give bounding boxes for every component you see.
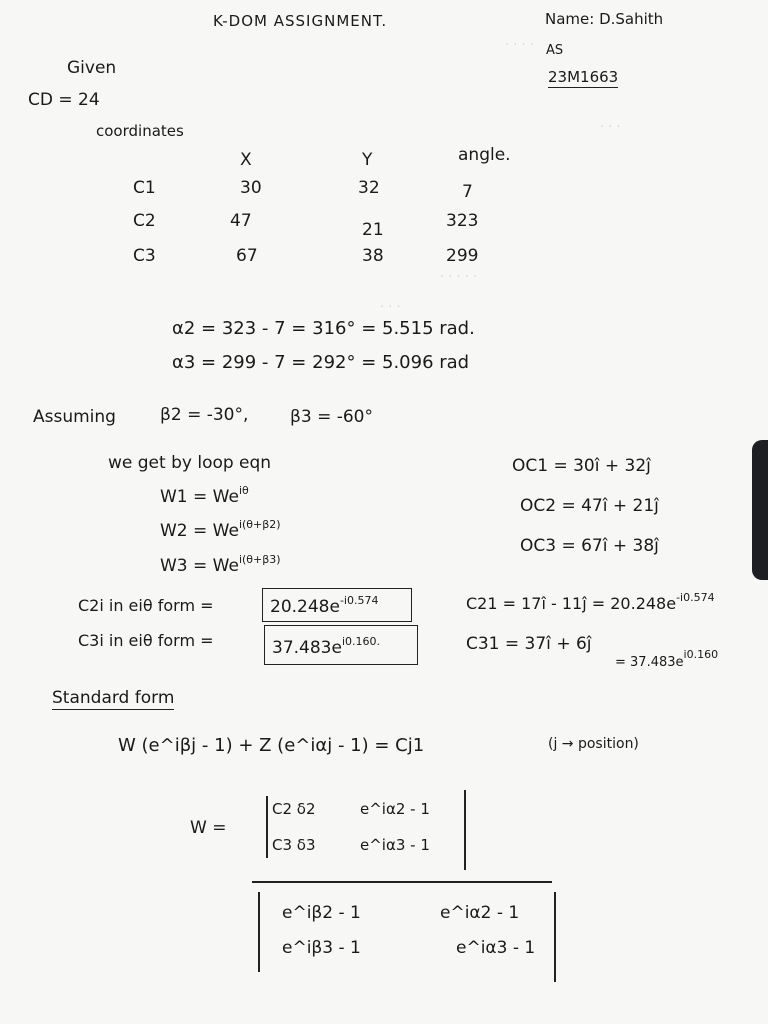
beta2-value: β2 = -30°, — [160, 405, 249, 425]
oc1-vector: OC1 = 30î + 32ĵ — [512, 456, 651, 476]
row-angle: 299 — [446, 246, 479, 266]
row-angle: 7 — [462, 182, 473, 202]
den-r2c2: e^iα3 - 1 — [456, 938, 536, 958]
col-angle-header: angle. — [458, 145, 511, 165]
w-label: W = — [190, 818, 227, 838]
alpha2-calc: α2 = 323 - 7 = 316° = 5.515 rad. — [172, 318, 475, 339]
c31-value: = 37.483e — [615, 655, 684, 670]
given-heading: Given — [67, 58, 117, 78]
c3-form-label: C3i in eiθ form = — [78, 631, 214, 650]
num-r2c2: e^iα3 - 1 — [360, 836, 430, 854]
coordinates-heading: coordinates — [96, 122, 184, 140]
det-bar-right — [554, 892, 556, 982]
bleed-through-mark: · · · · — [505, 38, 534, 53]
w2-exponent: i(θ+β2) — [238, 518, 281, 531]
row-label: C2 — [133, 211, 156, 231]
w1-text: W1 = We — [160, 487, 239, 507]
row-y: 21 — [362, 220, 384, 240]
c21-text: C21 = 17î - 11ĵ = 20.248e — [466, 594, 677, 613]
c31-vector: C31 = 37î + 6ĵ — [466, 634, 592, 654]
c3-result — [272, 635, 380, 658]
row-label: C1 — [133, 178, 156, 198]
loop-intro: we get by loop eqn — [108, 453, 272, 473]
w1-eq — [160, 484, 249, 507]
w1-exponent: iθ — [238, 484, 249, 497]
row-x: 30 — [240, 178, 262, 198]
num-r2c1: C3 δ3 — [272, 836, 316, 854]
c21-vector — [466, 591, 715, 613]
bleed-through-mark: · · · · · — [440, 270, 478, 285]
den-r1c2: e^iα2 - 1 — [440, 903, 520, 923]
det-bar-left — [258, 892, 260, 972]
det-bar-right — [464, 790, 466, 870]
num-r1c1: C2 δ2 — [272, 800, 316, 818]
row-angle: 323 — [446, 211, 479, 231]
position-note: (j → position) — [548, 736, 639, 752]
row-y: 38 — [362, 246, 384, 266]
c21-exponent: -i0.574 — [676, 591, 715, 604]
num-r1c2: e^iα2 - 1 — [360, 800, 430, 818]
row-x: 67 — [236, 246, 258, 266]
cd-value: CD = 24 — [28, 90, 100, 110]
standard-form-heading: Standard form — [52, 688, 175, 708]
col-y-header: Y — [362, 150, 373, 170]
w3-exponent: i(θ+β3) — [238, 553, 281, 566]
den-r1c1: e^iβ2 - 1 — [282, 903, 361, 923]
fraction-bar — [252, 881, 552, 883]
student-name: Name: D.Sahith — [545, 10, 664, 28]
den-r2c1: e^iβ3 - 1 — [282, 938, 361, 958]
bleed-through-mark: · · · — [380, 300, 401, 315]
c31-exponent: i0.160 — [683, 648, 719, 661]
student-roll-number: 23M1663 — [548, 68, 619, 86]
c3-value: 37.483e — [272, 638, 342, 658]
c2-value: 20.248e — [270, 597, 340, 617]
oc3-vector: OC3 = 67î + 38ĵ — [520, 536, 659, 556]
row-label: C3 — [133, 246, 156, 266]
assuming-label: Assuming — [33, 407, 116, 427]
w2-text: W2 = We — [160, 521, 239, 541]
w3-eq — [160, 553, 281, 576]
assignment-title: K-DOM ASSIGNMENT. — [213, 12, 388, 30]
dark-edge-object — [752, 440, 768, 580]
c2-form-label: C2i in eiθ form = — [78, 596, 214, 615]
w3-text: W3 = We — [160, 556, 239, 576]
w2-eq — [160, 518, 281, 541]
c3-exponent: i0.160. — [341, 635, 380, 648]
c31-polar — [615, 648, 719, 670]
standard-equation: W (e^iβj - 1) + Z (e^iαj - 1) = Cj1 — [118, 735, 425, 756]
c2-exponent: -i0.574 — [339, 594, 379, 607]
beta3-value: β3 = -60° — [290, 407, 373, 427]
alpha3-calc: α3 = 299 - 7 = 292° = 5.096 rad — [172, 352, 470, 373]
row-x: 47 — [230, 211, 252, 231]
bleed-through-mark: · · · — [600, 120, 621, 135]
col-x-header: X — [240, 150, 252, 170]
c2-result — [270, 594, 379, 617]
det-bar-left — [266, 796, 268, 858]
row-y: 32 — [358, 178, 380, 198]
oc2-vector: OC2 = 47î + 21ĵ — [520, 496, 659, 516]
student-id-prefix: AS — [546, 43, 564, 58]
